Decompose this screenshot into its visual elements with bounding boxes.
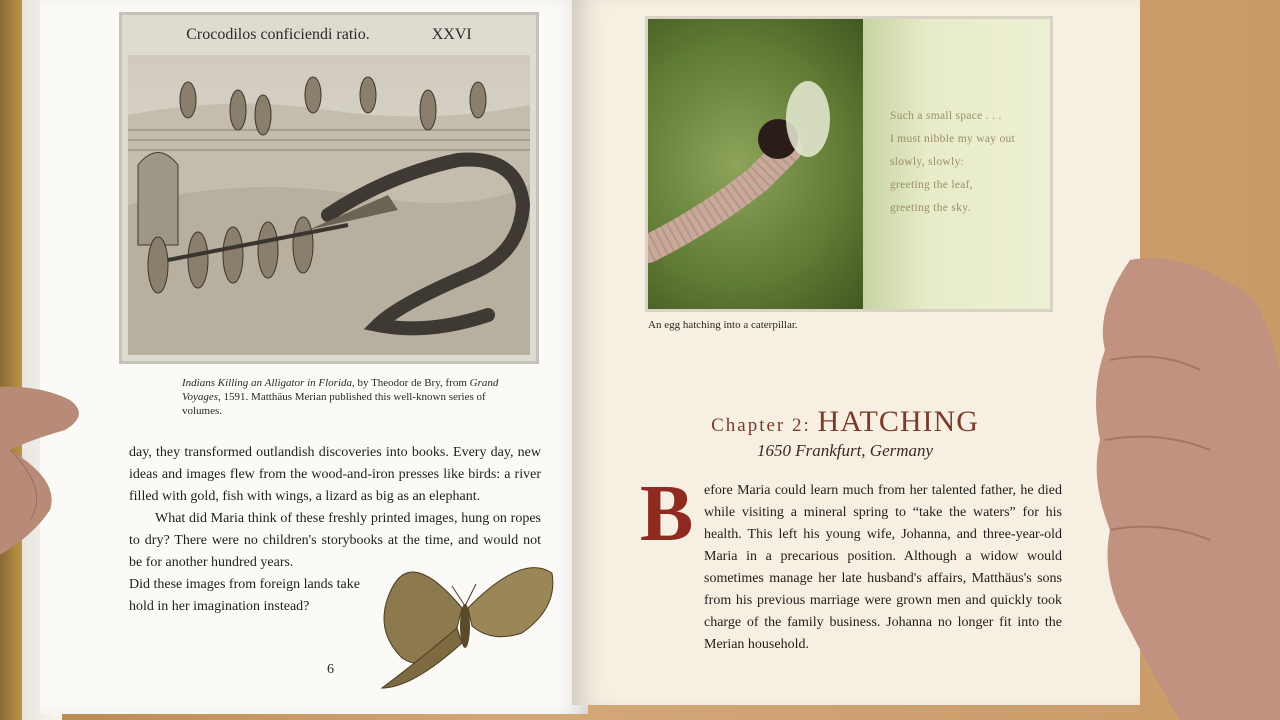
caption-by: by Theodor de Bry, from [354, 377, 470, 389]
right-body-text [640, 470, 1062, 656]
left-paragraph-2: What did Maria think of these freshly printed images, hung on ropes to dry? There were no children's storybooks at the time, and would not be for another hundred years. [129, 511, 541, 570]
engraving-caption [182, 376, 502, 418]
page-number-left: 6 [327, 662, 334, 677]
poem-line: greeting the sky. [890, 202, 971, 214]
chapter-heading [660, 405, 1030, 461]
photo-caption: An egg hatching into a caterpillar. [648, 319, 798, 331]
caterpillar-image [648, 19, 878, 309]
engraving-header [122, 15, 536, 55]
caption-title: Indians Killing an Alligator in Florida, [182, 377, 355, 389]
drop-cap-letter: B [640, 470, 694, 558]
left-paragraph-1: day, they transformed outlandish discoveries into books. Every day, new ideas and images flew from the wood-and-iron presses like birds: a river filled with gold, fish with wings, a lizard as big as an elephant. [129, 445, 541, 504]
poem-line: greeting the leaf, [890, 179, 973, 191]
photo-poem [890, 105, 1040, 220]
poem-line: slowly, slowly: [890, 156, 965, 168]
chapter-subtitle: 1650 Frankfurt, Germany [756, 441, 934, 460]
chapter-title [660, 405, 1030, 439]
poem-line: I must nibble my way out [890, 133, 1016, 145]
caption-source: Grand Voyages [182, 377, 499, 403]
moth-illustration [372, 548, 558, 693]
right-paragraph: efore Maria could learn much from her talented father, he died while visiting a mineral spring to “take the waters” for his health. This left his young wife, Johanna, and three-year-old Maria in a precarious position. Although a widow would sometimes manage her late husband's affairs, Matthäus's sons from his previous marriage were grown men and quickly took charge of the family business. Johanna no longer fit into the Merian household. [704, 483, 1062, 652]
caterpillar-photo [645, 16, 1053, 312]
caption-rest: , 1591. Matthäus Merian published this well-known series of volumes. [182, 391, 486, 417]
left-paragraph-3: Did these images from foreign lands take hold in her imagination instead? [129, 577, 360, 614]
poem-line: Such a small space . . . [890, 110, 1002, 122]
left-hand [0, 370, 120, 630]
engraving-plate-number: XXVI [431, 26, 472, 43]
chapter-prefix: Chapter 2: [711, 415, 818, 436]
engraving-illustration [119, 12, 539, 364]
chapter-name: HATCHING [817, 405, 979, 438]
alligator-engraving-art [128, 55, 530, 355]
right-hand [1090, 250, 1280, 720]
engraving-title: Crocodilos conficiendi ratio. [186, 26, 370, 43]
